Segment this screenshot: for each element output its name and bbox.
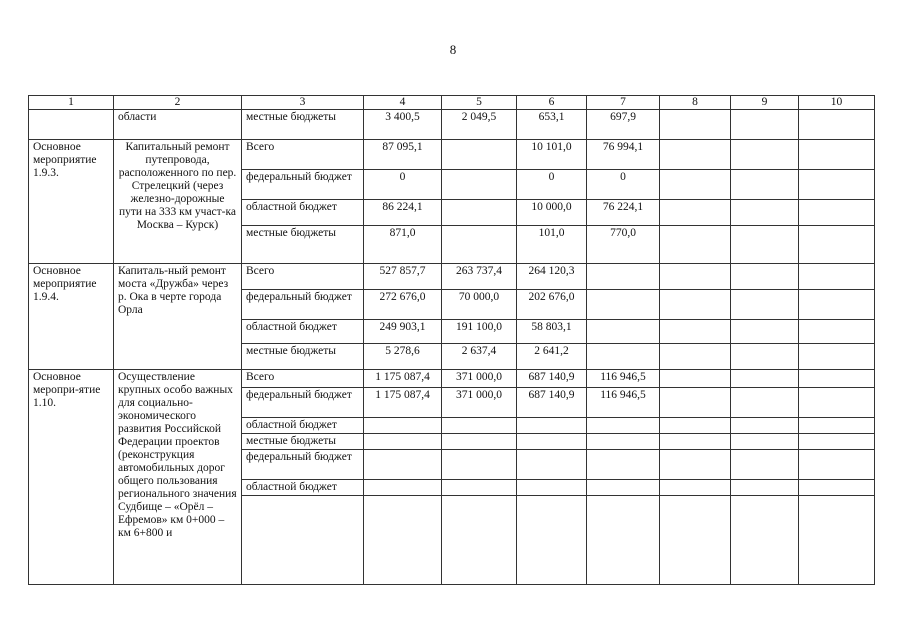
empty-cell	[799, 170, 875, 200]
value-cell-4: 86 224,1	[364, 200, 442, 226]
value-cell-6	[517, 496, 587, 585]
measure-cell: Основное мероприятие 1.9.4.	[29, 264, 114, 370]
value-cell-5: 70 000,0	[442, 290, 517, 320]
measure-cell: Основное меропри-ятие 1.10.	[29, 370, 114, 585]
value-cell-6	[517, 418, 587, 434]
table-row	[29, 370, 875, 388]
empty-cell	[660, 344, 731, 370]
value-cell-6: 687 140,9	[517, 388, 587, 418]
value-cell-5	[442, 418, 517, 434]
value-cell-7: 76 994,1	[587, 140, 660, 170]
value-cell-5	[442, 450, 517, 480]
funding-source-cell: местные бюджеты	[242, 344, 364, 370]
value-cell-7	[587, 418, 660, 434]
value-cell-5: 371 000,0	[442, 388, 517, 418]
value-cell-7	[587, 290, 660, 320]
empty-cell	[731, 110, 799, 140]
funding-source-cell: областной бюджет	[242, 418, 364, 434]
header-cell: 6	[517, 96, 587, 110]
header-cell: 4	[364, 96, 442, 110]
value-cell-4	[364, 450, 442, 480]
empty-cell	[799, 450, 875, 480]
value-cell-4: 0	[364, 170, 442, 200]
empty-cell	[660, 370, 731, 388]
page-number: 8	[449, 42, 457, 57]
empty-cell	[731, 480, 799, 496]
empty-cell	[799, 140, 875, 170]
value-cell-6: 264 120,3	[517, 264, 587, 290]
value-cell-7: 116 946,5	[587, 388, 660, 418]
header-cell: 7	[587, 96, 660, 110]
empty-cell	[799, 418, 875, 434]
empty-cell	[660, 170, 731, 200]
funding-source-cell	[242, 496, 364, 585]
funding-source-cell: федеральный бюджет	[242, 290, 364, 320]
empty-cell	[731, 290, 799, 320]
value-cell-6: 202 676,0	[517, 290, 587, 320]
value-cell-6	[517, 450, 587, 480]
value-cell-4: 1 175 087,4	[364, 388, 442, 418]
empty-cell	[799, 480, 875, 496]
value-cell-7: 116 946,5	[587, 370, 660, 388]
value-cell-5	[442, 200, 517, 226]
empty-cell	[660, 140, 731, 170]
value-cell-6: 58 803,1	[517, 320, 587, 344]
empty-cell	[660, 200, 731, 226]
funding-source-cell: федеральный бюджет	[242, 170, 364, 200]
description-cell: Капитальный ремонт путепровода, расположенного по пер. Стрелецкий (через железно-дорожные пути на 333 км участ-ка Москва – Курск)	[114, 140, 242, 264]
description-cell: Осуществление крупных особо важных для социально-экономического развития Российской Федерации проектов (реконструкция автомобильных дорог общего пользования регионального значения Судбище – «Орёл – Ефремов» км 0+000 – км 6+800 и	[114, 370, 242, 585]
value-cell-7	[587, 264, 660, 290]
empty-cell	[660, 226, 731, 264]
value-cell-4: 5 278,6	[364, 344, 442, 370]
empty-cell	[731, 418, 799, 434]
value-cell-4: 871,0	[364, 226, 442, 264]
funding-source-cell: федеральный бюджет	[242, 450, 364, 480]
header-row	[29, 96, 875, 110]
value-cell-6: 101,0	[517, 226, 587, 264]
empty-cell	[799, 496, 875, 585]
header-cell: 2	[114, 96, 242, 110]
value-cell-5: 263 737,4	[442, 264, 517, 290]
value-cell-7	[587, 320, 660, 344]
value-cell-7: 76 224,1	[587, 200, 660, 226]
empty-cell	[660, 110, 731, 140]
table-row	[29, 264, 875, 290]
value-cell-7	[587, 434, 660, 450]
funding-source-cell: федеральный бюджет	[242, 388, 364, 418]
funding-source-cell: местные бюджеты	[242, 110, 364, 140]
empty-cell	[731, 388, 799, 418]
empty-cell	[799, 264, 875, 290]
funding-source-cell: Всего	[242, 264, 364, 290]
empty-cell	[731, 370, 799, 388]
value-cell-5: 371 000,0	[442, 370, 517, 388]
measure-cell: Основное мероприятие 1.9.3.	[29, 140, 114, 264]
budget-table	[28, 95, 875, 585]
value-cell-4: 87 095,1	[364, 140, 442, 170]
empty-cell	[799, 388, 875, 418]
value-cell-7	[587, 496, 660, 585]
header-cell: 8	[660, 96, 731, 110]
value-cell-5	[442, 480, 517, 496]
empty-cell	[731, 200, 799, 226]
value-cell-6: 653,1	[517, 110, 587, 140]
empty-cell	[731, 344, 799, 370]
value-cell-5	[442, 496, 517, 585]
value-cell-6: 10 000,0	[517, 200, 587, 226]
value-cell-6	[517, 480, 587, 496]
empty-cell	[731, 226, 799, 264]
empty-cell	[731, 450, 799, 480]
empty-cell	[731, 170, 799, 200]
value-cell-7: 770,0	[587, 226, 660, 264]
value-cell-4: 527 857,7	[364, 264, 442, 290]
value-cell-5: 2 049,5	[442, 110, 517, 140]
header-cell: 9	[731, 96, 799, 110]
value-cell-7: 0	[587, 170, 660, 200]
empty-cell	[660, 264, 731, 290]
empty-cell	[660, 320, 731, 344]
value-cell-7	[587, 450, 660, 480]
value-cell-6: 687 140,9	[517, 370, 587, 388]
empty-cell	[660, 450, 731, 480]
empty-cell	[660, 418, 731, 434]
measure-cell	[29, 110, 114, 140]
value-cell-5: 2 637,4	[442, 344, 517, 370]
empty-cell	[660, 434, 731, 450]
empty-cell	[731, 434, 799, 450]
description-cell: области	[114, 110, 242, 140]
empty-cell	[799, 344, 875, 370]
funding-source-cell: Всего	[242, 370, 364, 388]
header-cell: 5	[442, 96, 517, 110]
value-cell-4: 3 400,5	[364, 110, 442, 140]
value-cell-4: 1 175 087,4	[364, 370, 442, 388]
value-cell-5	[442, 140, 517, 170]
empty-cell	[799, 320, 875, 344]
value-cell-4	[364, 418, 442, 434]
header-cell: 3	[242, 96, 364, 110]
empty-cell	[799, 226, 875, 264]
value-cell-6: 10 101,0	[517, 140, 587, 170]
funding-source-cell: местные бюджеты	[242, 226, 364, 264]
funding-source-cell: областной бюджет	[242, 320, 364, 344]
funding-source-cell: Всего	[242, 140, 364, 170]
funding-source-cell: областной бюджет	[242, 480, 364, 496]
value-cell-5	[442, 434, 517, 450]
value-cell-6: 2 641,2	[517, 344, 587, 370]
header-cell: 10	[799, 96, 875, 110]
value-cell-5: 191 100,0	[442, 320, 517, 344]
empty-cell	[799, 200, 875, 226]
value-cell-4: 249 903,1	[364, 320, 442, 344]
funding-source-cell: областной бюджет	[242, 200, 364, 226]
empty-cell	[799, 434, 875, 450]
value-cell-6: 0	[517, 170, 587, 200]
empty-cell	[660, 388, 731, 418]
funding-source-cell: местные бюджеты	[242, 434, 364, 450]
value-cell-6	[517, 434, 587, 450]
value-cell-4	[364, 480, 442, 496]
description-cell: Капиталь-ный ремонт моста «Дружба» через р. Ока в черте города Орла	[114, 264, 242, 370]
header-cell: 1	[29, 96, 114, 110]
value-cell-4	[364, 496, 442, 585]
empty-cell	[660, 480, 731, 496]
table-row	[29, 140, 875, 170]
empty-cell	[731, 264, 799, 290]
value-cell-5	[442, 226, 517, 264]
empty-cell	[799, 370, 875, 388]
value-cell-5	[442, 170, 517, 200]
empty-cell	[799, 110, 875, 140]
empty-cell	[660, 496, 731, 585]
empty-cell	[731, 496, 799, 585]
value-cell-7	[587, 480, 660, 496]
table-row	[29, 110, 875, 140]
empty-cell	[731, 140, 799, 170]
empty-cell	[731, 320, 799, 344]
empty-cell	[660, 290, 731, 320]
value-cell-4: 272 676,0	[364, 290, 442, 320]
value-cell-7	[587, 344, 660, 370]
value-cell-4	[364, 434, 442, 450]
value-cell-7: 697,9	[587, 110, 660, 140]
empty-cell	[799, 290, 875, 320]
